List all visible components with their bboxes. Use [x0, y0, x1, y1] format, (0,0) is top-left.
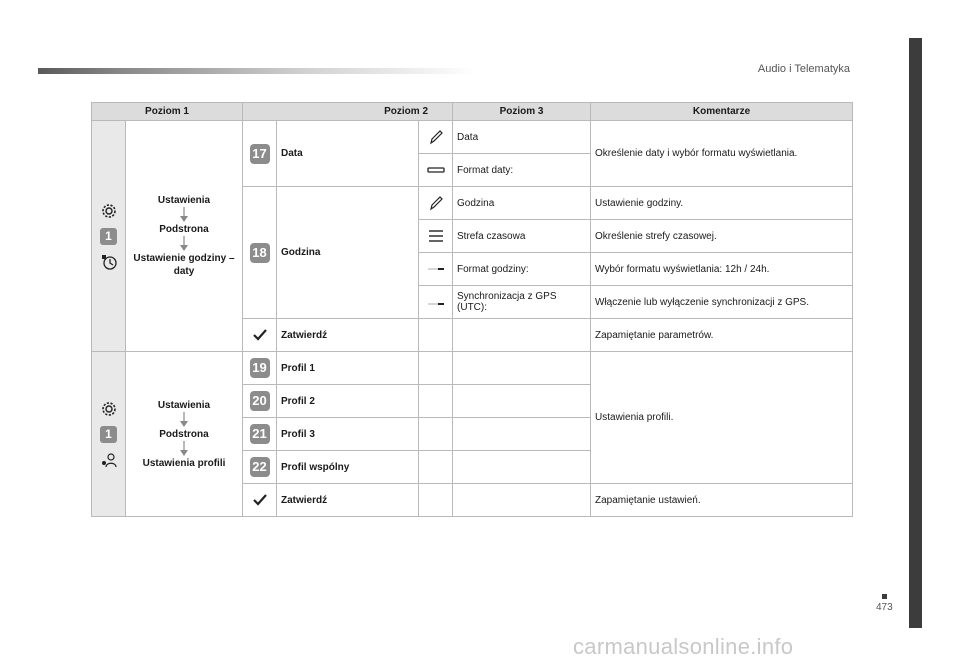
badge-cell	[243, 418, 277, 451]
path-step: Ustawienia	[157, 399, 211, 411]
level3-label: Format daty:	[453, 154, 591, 187]
level1-cell	[92, 352, 126, 517]
comment: Ustawienie godziny.	[591, 187, 853, 220]
section-title: Audio i Telematyka	[757, 63, 850, 75]
badge-cell	[243, 187, 277, 319]
level2-path	[126, 352, 243, 517]
arrow-down-icon	[178, 207, 190, 223]
table-row	[92, 121, 853, 154]
level3-label: Data	[453, 121, 591, 154]
badge-cell	[243, 451, 277, 484]
gear-icon	[100, 400, 118, 418]
comment: Określenie daty i wybór formatu wyświetlania.	[591, 121, 853, 187]
level2-label: Profil 1	[277, 352, 419, 385]
empty-cell	[453, 418, 591, 451]
level1-cell	[92, 121, 126, 352]
level2-label: Zatwierdź	[277, 484, 419, 517]
column-header: Poziom 2	[243, 103, 453, 121]
toggle-icon	[427, 260, 445, 278]
empty-cell	[453, 385, 591, 418]
badge-cell	[243, 121, 277, 187]
side-tab	[909, 38, 922, 628]
gear-icon	[100, 202, 118, 220]
step-badge: 21	[250, 424, 270, 444]
step-badge: 18	[250, 243, 270, 263]
empty-cell	[453, 484, 591, 517]
icon-cell	[419, 121, 453, 154]
icon-cell	[419, 154, 453, 187]
column-header: Poziom 1	[92, 103, 243, 121]
empty-cell	[453, 352, 591, 385]
icon-cell	[419, 286, 453, 319]
icon-cell	[419, 187, 453, 220]
comment: Włączenie lub wyłączenie synchronizacji z GPS.	[591, 286, 853, 319]
level3-label: Strefa czasowa	[453, 220, 591, 253]
pencil-icon	[427, 194, 445, 212]
empty-cell	[419, 319, 453, 352]
level2-label: Data	[277, 121, 419, 187]
page-marker	[882, 594, 887, 599]
empty-cell	[419, 418, 453, 451]
toggle-icon	[427, 293, 445, 311]
level2-label: Profil 2	[277, 385, 419, 418]
checkmark-icon	[251, 491, 269, 509]
path-step: Ustawienie godziny – daty	[133, 253, 235, 277]
badge-cell	[243, 385, 277, 418]
level3-label: Godzina	[453, 187, 591, 220]
level2-label: Godzina	[277, 187, 419, 319]
arrow-down-icon	[178, 412, 190, 428]
clock-icon	[100, 253, 118, 271]
column-header: Poziom 3	[453, 103, 591, 121]
step-badge: 22	[250, 457, 270, 477]
arrow-down-icon	[178, 441, 190, 457]
level1-badge: 1	[100, 426, 117, 443]
arrow-down-icon	[178, 236, 190, 252]
empty-cell	[419, 451, 453, 484]
path-step: Podstrona	[159, 224, 209, 235]
comment: Określenie strefy czasowej.	[591, 220, 853, 253]
comment: Wybór formatu wyświetlania: 12h / 24h.	[591, 253, 853, 286]
step-badge: 19	[250, 358, 270, 378]
badge-cell	[243, 352, 277, 385]
path-step: Ustawienia profili	[142, 457, 226, 469]
table-header-row	[92, 103, 853, 121]
level2-label: Profil 3	[277, 418, 419, 451]
path-step: Ustawienia	[157, 195, 211, 206]
list-icon	[427, 227, 445, 245]
settings-table	[91, 102, 853, 517]
empty-cell	[419, 484, 453, 517]
level2-label: Profil wspólny	[277, 451, 419, 484]
level3-label: Format godziny:	[453, 253, 591, 286]
empty-cell	[453, 319, 591, 352]
level2-path	[126, 121, 243, 352]
toggle-icon	[427, 161, 445, 179]
empty-cell	[453, 451, 591, 484]
comment: Zapamiętanie parametrów.	[591, 319, 853, 352]
level3-label: Synchronizacja z GPS (UTC):	[453, 286, 591, 319]
icon-cell	[243, 319, 277, 352]
icon-cell	[419, 220, 453, 253]
table-row	[92, 352, 853, 385]
header-decor-bar	[38, 68, 478, 74]
icon-cell	[419, 253, 453, 286]
comment: Zapamiętanie ustawień.	[591, 484, 853, 517]
empty-cell	[419, 352, 453, 385]
pencil-icon	[427, 128, 445, 146]
step-badge: 20	[250, 391, 270, 411]
profile-icon	[100, 451, 118, 469]
comment: Ustawienia profili.	[591, 352, 853, 484]
icon-cell	[243, 484, 277, 517]
level1-badge: 1	[100, 228, 117, 245]
column-header: Komentarze	[591, 103, 853, 121]
level2-label: Zatwierdź	[277, 319, 419, 352]
checkmark-icon	[251, 326, 269, 344]
step-badge: 17	[250, 144, 270, 164]
watermark: carmanualsonline.info	[573, 634, 794, 659]
page-number: 473	[876, 602, 893, 613]
empty-cell	[419, 385, 453, 418]
path-step: Podstrona	[159, 428, 209, 440]
